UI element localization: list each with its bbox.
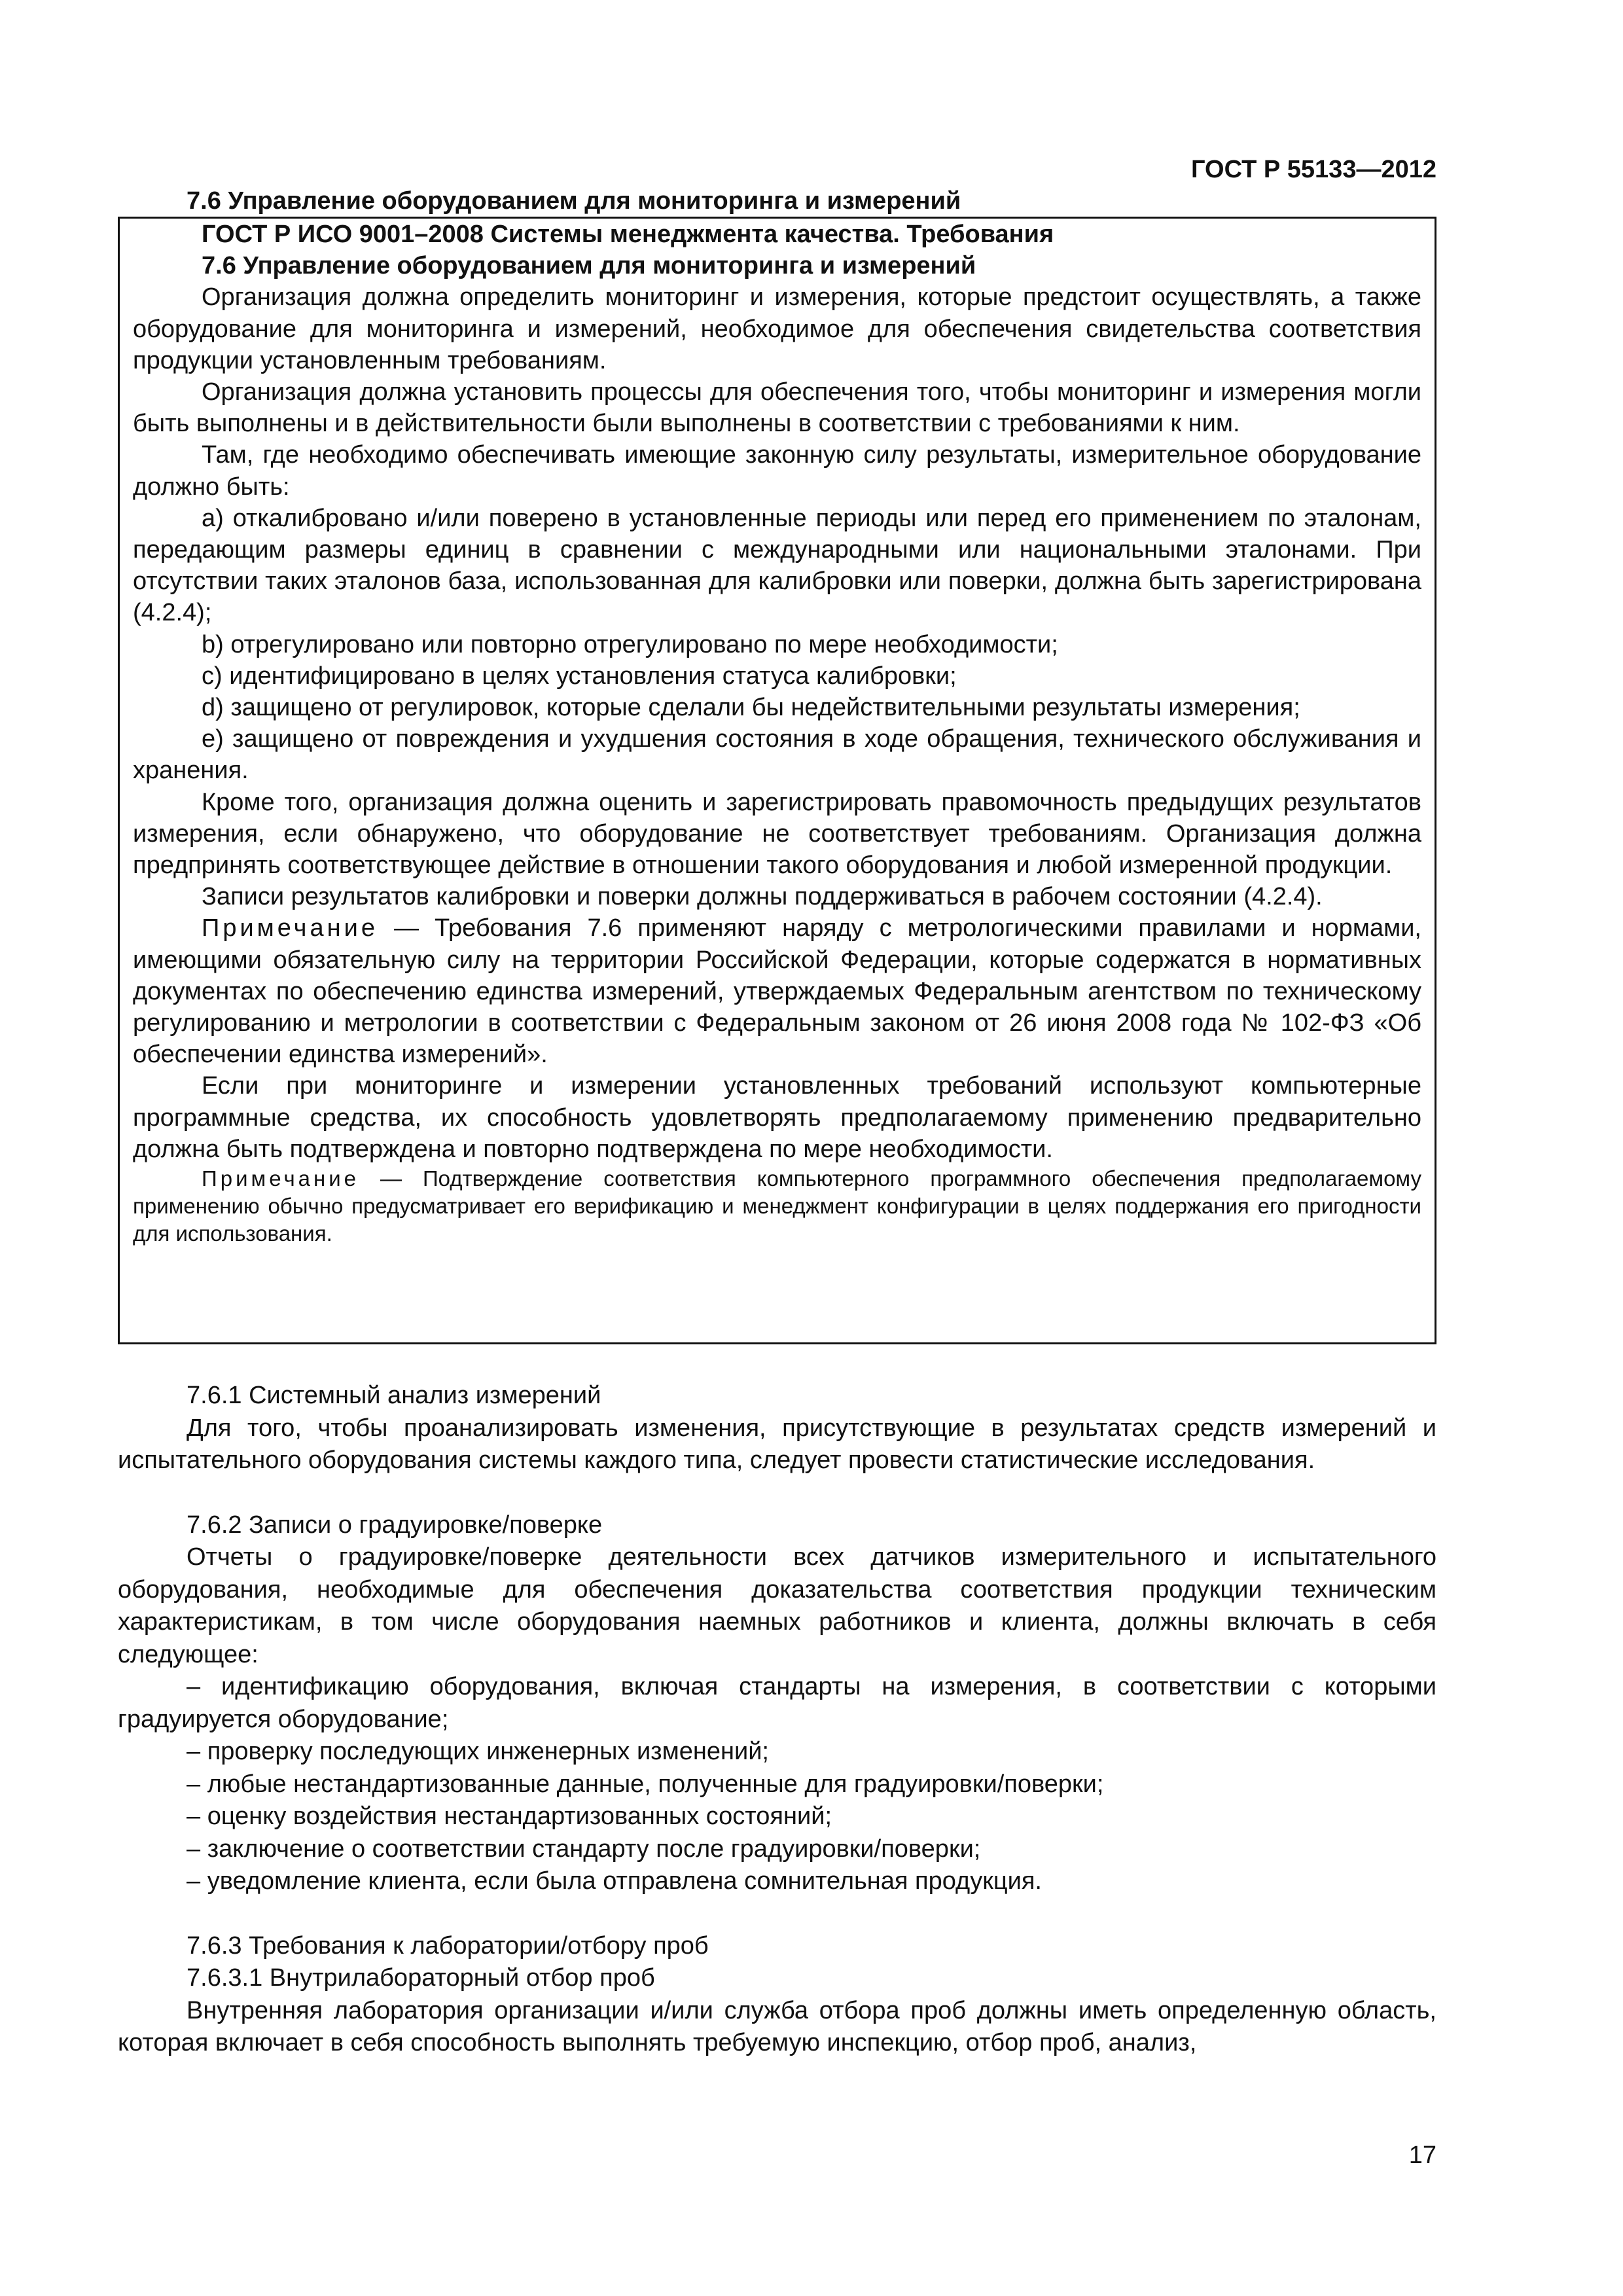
body-paragraph: Для того, чтобы проанализировать изменения, присутствующие в результатах средств измерений и испытательного оборудования системы каждого типа, следует провести статистические исследования. [118, 1414, 1436, 1474]
quoted-list-item-a: a) откалибровано и/или поверено в установленные периоды или перед его применением по эталонам, передающим размеры единиц в сравнении с международными или национальными эталонами. При отсутствии таких эталонов база, использованная для калибровки или поверки, должна быть зарегистрирована (4.2.4); [133, 504, 1421, 627]
subsection-title: 7.6.2 Записи о градуировке/поверке [187, 1511, 603, 1539]
quoted-list-item-d: d) защищено от регулировок, которые сделали бы недействительными результаты измерения; [202, 694, 1300, 722]
subsection-title: 7.6.3.1 Внутрилабораторный отбор проб [187, 1964, 655, 1992]
main-body [118, 1380, 1436, 2060]
body-paragraph: Отчеты о градуировке/поверке деятельности всех датчиков измерительного и испытательного оборудования, необходимые для обеспечения доказательства соответствия продукции техническим характеристикам, в том числе оборудования наемных работников и клиента, должны включать в себя следующее: [118, 1543, 1436, 1668]
spacer [118, 1898, 1436, 1930]
section-heading: 7.6 Управление оборудованием для мониторинга и измерений [187, 187, 961, 215]
quoted-standard-box [118, 217, 1436, 1344]
list-item: – оценку воздействия нестандартизованных состояний; [187, 1803, 832, 1830]
list-item: – проверку последующих инженерных изменений; [187, 1738, 769, 1765]
quoted-list-item-c: c) идентифицировано в целях установления статуса калибровки; [202, 662, 957, 690]
quoted-paragraph: Кроме того, организация должна оценить и зарегистрировать правомочность предыдущих результатов измерения, если обнаружено, что оборудование не соответствует требованиям. Организация должна предпринять соответствующее действие в отношении такого оборудования и любой измеренной продукции. [133, 788, 1421, 880]
quoted-list-item-b: b) отрегулировано или повторно отрегулировано по мере необходимости; [202, 630, 1058, 658]
subsection-title: 7.6.1 Системный анализ измерений [187, 1382, 601, 1409]
quoted-paragraph: Организация должна определить мониторинг и измерения, которые предстоит осуществлять, а также оборудование для мониторинга и измерений, необходимое для обеспечения свидетельства соответствия продукции установленным требованиям. [133, 283, 1421, 374]
quoted-note-small [133, 1165, 1421, 1247]
quoted-note [133, 912, 1421, 1070]
spacer [118, 1477, 1436, 1509]
document-code: ГОСТ Р 55133—2012 [1191, 156, 1436, 183]
quoted-paragraph: Записи результатов калибровки и поверки должны поддерживаться в рабочем состоянии (4.2.4). [202, 883, 1323, 911]
page-number: 17 [1408, 2142, 1436, 2169]
note-text: — Требования 7.6 применяют наряду с метрологическими правилами и нормами, имеющими обязательную силу на территории Российской Федерации, которые содержатся в нормативных документах по обеспечению единства измерений, утверждаемых Федеральным агентством по техническому регулированию и метрологии в соответствии с Федеральным законом от 26 июня 2008 года № 102-ФЗ «Об обеспечении единства измерений». [133, 914, 1421, 1069]
quoted-paragraph: Если при мониторинге и измерении установленных требований используют компьютерные программные средства, их способность удовлетворять предполагаемому применению предварительно должна быть подтверждена и повторно подтверждена по мере необходимости. [133, 1072, 1421, 1163]
quoted-list-item-e: e) защищено от повреждения и ухудшения состояния в ходе обращения, технического обслуживания и хранения. [133, 725, 1421, 785]
quoted-clause-title: 7.6 Управление оборудованием для мониторинга и измерений [202, 252, 976, 280]
list-item: – заключение о соответствии стандарту после градуировки/поверки; [187, 1835, 981, 1863]
subsection-title: 7.6.3 Требования к лаборатории/отбору проб [187, 1931, 709, 1960]
quoted-paragraph: Организация должна установить процессы для обеспечения того, чтобы мониторинг и измерения могли быть выполнены и в действительности были выполнены в соответствии с требованиями к ним. [133, 378, 1421, 438]
list-item: – любые нестандартизованные данные, полученные для градуировки/поверки; [187, 1770, 1104, 1798]
note-label: Примечание [202, 1166, 360, 1191]
list-item: – идентификацию оборудования, включая стандарты на измерения, в соответствии с которыми градуируется оборудование; [118, 1673, 1436, 1733]
list-item: – уведомление клиента, если была отправлена сомнительная продукция. [187, 1867, 1042, 1895]
note-text: — Подтверждение соответствия компьютерного программного обеспечения предполагаемому применению обычно предусматривает его верификацию и менеджмент конфигурации в целях поддержания его пригодности для использования. [133, 1166, 1421, 1246]
note-label: Примечание [202, 914, 378, 942]
quoted-standard-title: ГОСТ Р ИСО 9001–2008 Системы менеджмента качества. Требования [202, 221, 1054, 248]
quoted-paragraph: Там, где необходимо обеспечивать имеющие законную силу результаты, измерительное оборудование должно быть: [133, 441, 1421, 501]
body-paragraph: Внутренняя лаборатория организации и/или служба отбора проб должны иметь определенную область, которая включает в себя способность выполнять требуемую инспекцию, отбор проб, анализ, [118, 1996, 1436, 2056]
